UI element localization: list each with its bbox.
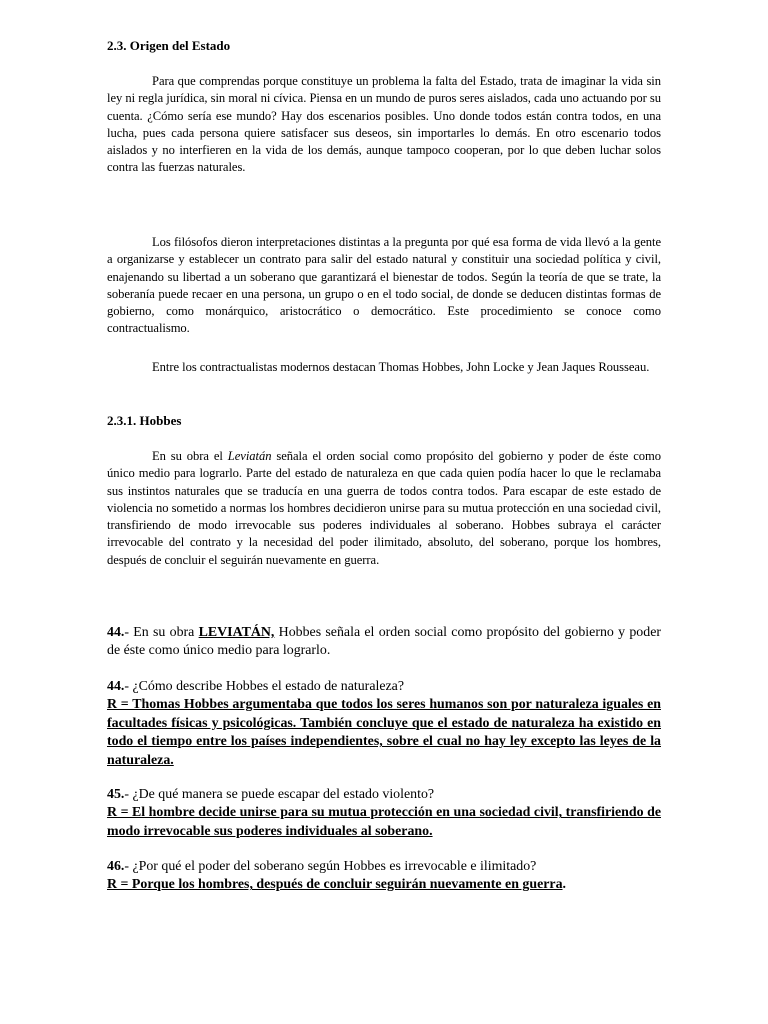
answer-46-text: R = Porque los hombres, después de concluir seguirán nuevamente en guerra xyxy=(107,877,563,893)
question-46 xyxy=(107,858,661,876)
answer-46-period: . xyxy=(562,877,566,893)
question-text: - ¿De qué manera se puede escapar del estado violento? xyxy=(124,787,435,802)
question-number: 46. xyxy=(107,859,125,874)
paragraph-text-start: En su obra el xyxy=(152,449,228,463)
question-number: 44. xyxy=(107,625,125,640)
question-45 xyxy=(107,786,661,804)
question-text-rest: Hobbes señala el orden social como propósito del gobierno y poder de éste como único medio para lograrlo. xyxy=(107,625,661,659)
leviatan-italic-title: Leviatán xyxy=(227,449,272,463)
question-44 xyxy=(107,678,661,696)
question-text: - ¿Por qué el poder del soberano según Hobbes es irrevocable e ilimitado? xyxy=(124,859,537,874)
question-block-46 xyxy=(107,858,661,895)
question-text: - ¿Cómo describe Hobbes el estado de naturaleza? xyxy=(124,679,404,694)
paragraph-contractualismo: Los filósofos dieron interpretaciones distintas a la pregunta por qué esa forma de vida llevó a la gente a organizarse y establecer un contrato para salir del estado natural y constituir una sociedad política y civil, enajenando su libertad a un soberano que garantizará el bienestar de todos. Según la teoría de que se trate, la soberanía puede recaer en una persona, un grupo o en el todo social, de donde se deducen distintas formas de gobierno, como monárquico, aristocrático o democrático. Este procedimiento se conoce como contractualismo. xyxy=(107,235,661,336)
leviatan-title: LEVIATÁN, xyxy=(198,625,275,640)
question-block-45 xyxy=(107,786,661,841)
question-text-start: - En su obra xyxy=(124,625,199,640)
paragraph-problema-falta-estado: Para que comprendas porque constituye un problema la falta del Estado, trata de imaginar la vida sin ley ni regla jurídica, sin moral ni cívica. Piensa en un mundo de puros seres aislados, cada uno actuando por su cuenta. ¿Cómo sería ese mundo? Hay dos escenarios posibles. Uno donde todos están contra todos, en una lucha, pues cada persona quiere satisfacer sus deseos, sin importarles lo demás. En otro escenario todos aislados y no interfieren en la vida de los demás, aunque tampoco cooperan, por lo que deben luchar solos contra las fuerzas naturales. xyxy=(107,74,661,175)
question-block-44 xyxy=(107,678,661,770)
paragraph-leviatan-hobbes xyxy=(107,448,661,569)
answer-45: R = El hombre decide unirse para su mutua protección en una sociedad civil, transfiriendo de modo irrevocable sus poderes individuales al soberano. xyxy=(107,805,661,839)
answer-44: R = Thomas Hobbes argumentaba que todos los seres humanos son por naturaleza iguales en facultades físicas y psicológicas. También concluye que el estado de naturaleza ha existido en todo el tiempo entre los países independientes, sobre el cual no hay ley excepto las leyes de la naturaleza. xyxy=(107,697,661,768)
paragraph-contractualistas-modernos: Entre los contractualistas modernos destacan Thomas Hobbes, John Locke y Jean Jaques Rousseau. xyxy=(152,360,650,374)
paragraph-text-rest: señala el orden social como propósito del gobierno y poder de éste como único medio para lograrlo. Parte del estado de naturaleza en que cada quien podía hacer lo que le reclamaba sus instintos naturales que se traducía en una guerra de todos contra todos. Para escapar de este estado de violencia no sometido a normas los hombres decidieron unirse para su mutua protección en una sociedad civil, transfiriendo de modo irrevocable sus poderes individuales al soberano. Hobbes subraya el carácter irrevocable del contrato y la necesidad del poder ilimitado, absoluto, del soberano, porque los hombres, después de concluir el seguirán nuevamente en guerra. xyxy=(107,449,661,567)
answer-46 xyxy=(107,876,661,894)
question-number: 44. xyxy=(107,679,125,694)
section-heading-origen-del-estado: 2.3. Origen del Estado xyxy=(107,38,231,53)
question-number: 45. xyxy=(107,787,125,802)
section-heading-hobbes: 2.3.1. Hobbes xyxy=(107,413,182,428)
question-44-intro xyxy=(107,624,661,661)
